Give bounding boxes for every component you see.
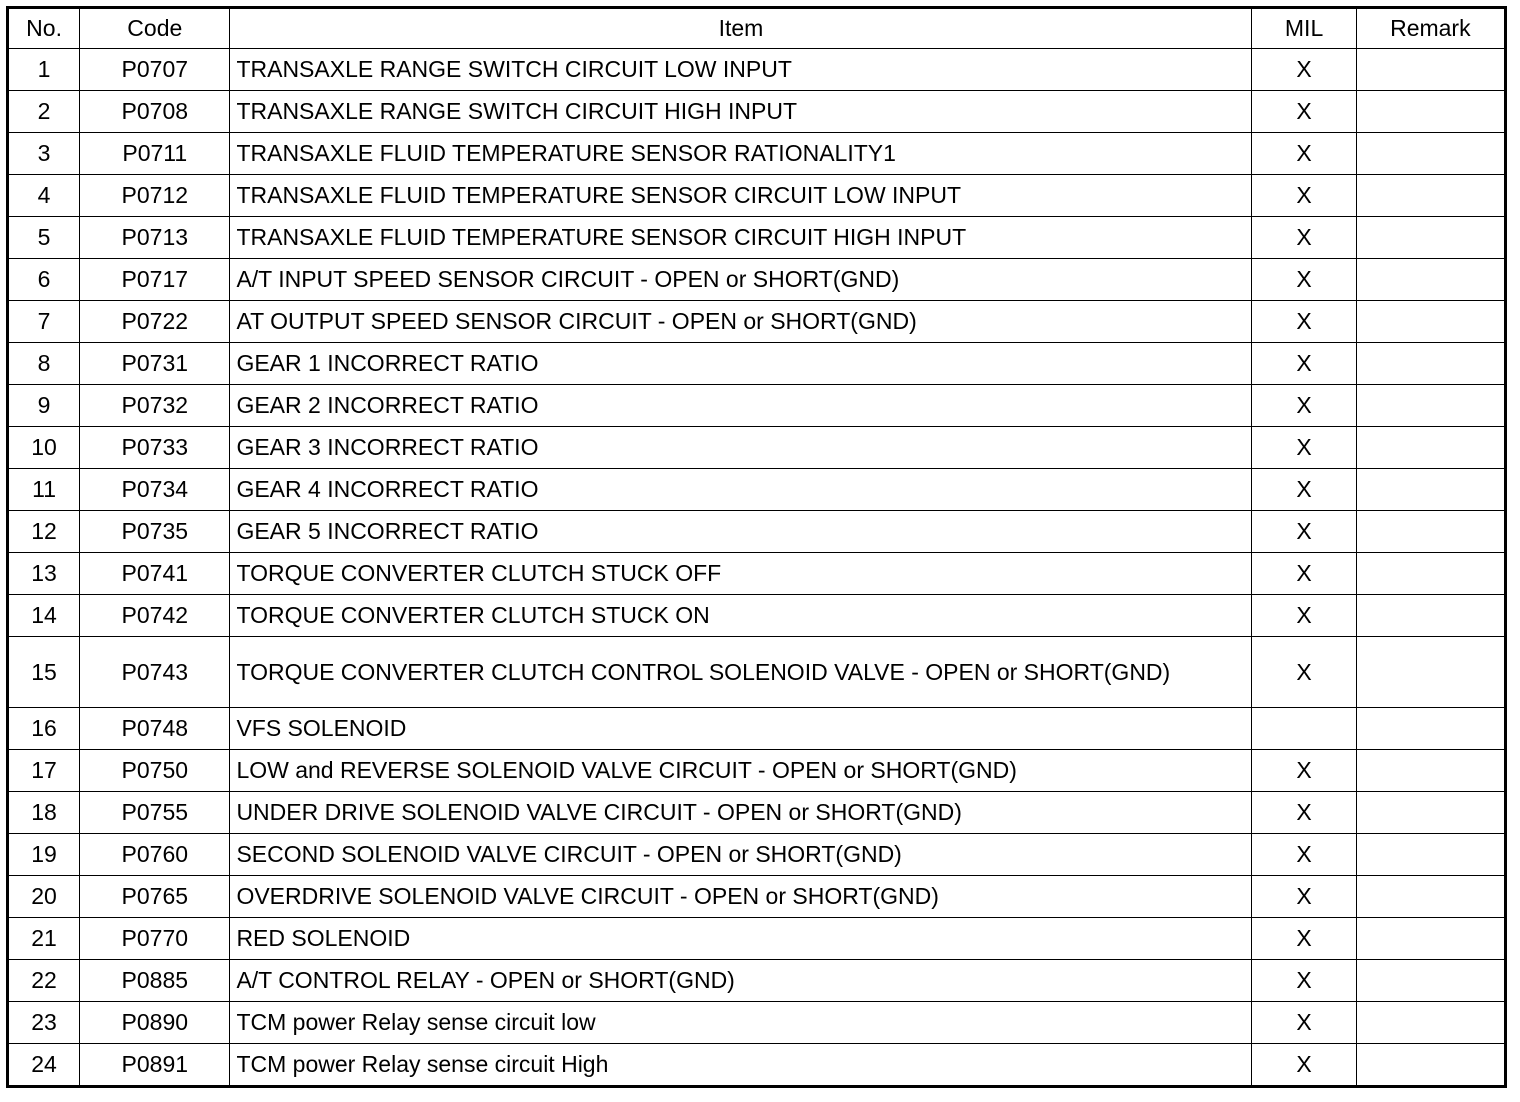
table-row <box>8 918 1506 960</box>
cell-no: 11 <box>8 469 80 511</box>
cell-no: 23 <box>8 1002 80 1044</box>
cell-item: TORQUE CONVERTER CLUTCH STUCK ON <box>230 595 1252 637</box>
cell-remark <box>1356 511 1505 553</box>
cell-mil: X <box>1252 595 1356 637</box>
cell-item: GEAR 4 INCORRECT RATIO <box>230 469 1252 511</box>
cell-remark <box>1356 637 1505 708</box>
cell-code: P0735 <box>80 511 230 553</box>
cell-no: 10 <box>8 427 80 469</box>
table-row <box>8 175 1506 217</box>
cell-mil: X <box>1252 1002 1356 1044</box>
cell-code: P0885 <box>80 960 230 1002</box>
cell-no: 4 <box>8 175 80 217</box>
cell-mil: X <box>1252 175 1356 217</box>
cell-code: P0891 <box>80 1044 230 1087</box>
cell-no: 15 <box>8 637 80 708</box>
cell-remark <box>1356 750 1505 792</box>
cell-no: 20 <box>8 876 80 918</box>
cell-item: TRANSAXLE FLUID TEMPERATURE SENSOR CIRCUIT LOW INPUT <box>230 175 1252 217</box>
cell-no: 21 <box>8 918 80 960</box>
header-code: Code <box>80 8 230 49</box>
cell-code: P0748 <box>80 708 230 750</box>
cell-item: GEAR 2 INCORRECT RATIO <box>230 385 1252 427</box>
cell-no: 7 <box>8 301 80 343</box>
cell-item: A/T INPUT SPEED SENSOR CIRCUIT - OPEN or SHORT(GND) <box>230 259 1252 301</box>
cell-no: 5 <box>8 217 80 259</box>
table-row <box>8 834 1506 876</box>
cell-no: 17 <box>8 750 80 792</box>
table-body <box>8 49 1506 1087</box>
cell-no: 16 <box>8 708 80 750</box>
cell-remark <box>1356 708 1505 750</box>
cell-code: P0713 <box>80 217 230 259</box>
cell-code: P0765 <box>80 876 230 918</box>
cell-no: 6 <box>8 259 80 301</box>
table-row <box>8 1044 1506 1087</box>
cell-code: P0750 <box>80 750 230 792</box>
cell-code: P0711 <box>80 133 230 175</box>
cell-mil: X <box>1252 876 1356 918</box>
header-remark: Remark <box>1356 8 1505 49</box>
table-row <box>8 301 1506 343</box>
table-row <box>8 595 1506 637</box>
cell-item: LOW and REVERSE SOLENOID VALVE CIRCUIT - OPEN or SHORT(GND) <box>230 750 1252 792</box>
cell-item: AT OUTPUT SPEED SENSOR CIRCUIT - OPEN or SHORT(GND) <box>230 301 1252 343</box>
table-row <box>8 259 1506 301</box>
cell-mil: X <box>1252 918 1356 960</box>
cell-remark <box>1356 301 1505 343</box>
table-row <box>8 750 1506 792</box>
header-no: No. <box>8 8 80 49</box>
cell-code: P0708 <box>80 91 230 133</box>
cell-remark <box>1356 834 1505 876</box>
header-mil: MIL <box>1252 8 1356 49</box>
cell-no: 14 <box>8 595 80 637</box>
cell-item: VFS SOLENOID <box>230 708 1252 750</box>
header-item: Item <box>230 8 1252 49</box>
cell-mil: X <box>1252 217 1356 259</box>
cell-no: 1 <box>8 49 80 91</box>
cell-mil: X <box>1252 343 1356 385</box>
cell-code: P0742 <box>80 595 230 637</box>
cell-item: GEAR 5 INCORRECT RATIO <box>230 511 1252 553</box>
cell-no: 13 <box>8 553 80 595</box>
cell-remark <box>1356 427 1505 469</box>
cell-remark <box>1356 876 1505 918</box>
table-row <box>8 876 1506 918</box>
cell-item: UNDER DRIVE SOLENOID VALVE CIRCUIT - OPEN or SHORT(GND) <box>230 792 1252 834</box>
cell-remark <box>1356 91 1505 133</box>
cell-item: TORQUE CONVERTER CLUTCH CONTROL SOLENOID VALVE - OPEN or SHORT(GND) <box>230 637 1252 708</box>
cell-mil: X <box>1252 133 1356 175</box>
table-row <box>8 792 1506 834</box>
table-row <box>8 427 1506 469</box>
cell-remark <box>1356 918 1505 960</box>
table-row <box>8 133 1506 175</box>
cell-mil: X <box>1252 49 1356 91</box>
cell-remark <box>1356 1002 1505 1044</box>
cell-remark <box>1356 469 1505 511</box>
cell-no: 2 <box>8 91 80 133</box>
cell-code: P0717 <box>80 259 230 301</box>
cell-code: P0760 <box>80 834 230 876</box>
cell-no: 9 <box>8 385 80 427</box>
table-row <box>8 343 1506 385</box>
cell-mil: X <box>1252 553 1356 595</box>
cell-code: P0732 <box>80 385 230 427</box>
cell-remark <box>1356 1044 1505 1087</box>
cell-no: 3 <box>8 133 80 175</box>
cell-code: P0770 <box>80 918 230 960</box>
cell-code: P0731 <box>80 343 230 385</box>
cell-item: TRANSAXLE FLUID TEMPERATURE SENSOR CIRCUIT HIGH INPUT <box>230 217 1252 259</box>
cell-no: 24 <box>8 1044 80 1087</box>
table-row <box>8 708 1506 750</box>
table-row <box>8 469 1506 511</box>
cell-mil: X <box>1252 750 1356 792</box>
cell-item: TRANSAXLE RANGE SWITCH CIRCUIT HIGH INPUT <box>230 91 1252 133</box>
cell-code: P0712 <box>80 175 230 217</box>
cell-item: OVERDRIVE SOLENOID VALVE CIRCUIT - OPEN or SHORT(GND) <box>230 876 1252 918</box>
cell-remark <box>1356 259 1505 301</box>
cell-no: 8 <box>8 343 80 385</box>
table-row <box>8 91 1506 133</box>
cell-mil: X <box>1252 427 1356 469</box>
cell-remark <box>1356 217 1505 259</box>
cell-no: 18 <box>8 792 80 834</box>
cell-code: P0743 <box>80 637 230 708</box>
cell-remark <box>1356 175 1505 217</box>
cell-item: GEAR 3 INCORRECT RATIO <box>230 427 1252 469</box>
table-row <box>8 637 1506 708</box>
cell-remark <box>1356 385 1505 427</box>
cell-mil: X <box>1252 259 1356 301</box>
table-row <box>8 217 1506 259</box>
cell-no: 22 <box>8 960 80 1002</box>
table-row <box>8 553 1506 595</box>
cell-mil: X <box>1252 91 1356 133</box>
cell-remark <box>1356 343 1505 385</box>
cell-item: A/T CONTROL RELAY - OPEN or SHORT(GND) <box>230 960 1252 1002</box>
table-row <box>8 49 1506 91</box>
cell-remark <box>1356 133 1505 175</box>
cell-code: P0707 <box>80 49 230 91</box>
header-row <box>8 8 1506 49</box>
cell-no: 12 <box>8 511 80 553</box>
dtc-table <box>6 6 1507 1088</box>
cell-code: P0890 <box>80 1002 230 1044</box>
cell-mil: X <box>1252 834 1356 876</box>
cell-item: TCM power Relay sense circuit low <box>230 1002 1252 1044</box>
cell-no: 19 <box>8 834 80 876</box>
cell-item: TORQUE CONVERTER CLUTCH STUCK OFF <box>230 553 1252 595</box>
cell-item: TCM power Relay sense circuit High <box>230 1044 1252 1087</box>
cell-mil: X <box>1252 385 1356 427</box>
cell-remark <box>1356 49 1505 91</box>
cell-mil: X <box>1252 637 1356 708</box>
cell-remark <box>1356 595 1505 637</box>
table-row <box>8 1002 1506 1044</box>
cell-mil: X <box>1252 511 1356 553</box>
table-row <box>8 960 1506 1002</box>
cell-mil: X <box>1252 960 1356 1002</box>
cell-item: GEAR 1 INCORRECT RATIO <box>230 343 1252 385</box>
cell-remark <box>1356 553 1505 595</box>
table-row <box>8 511 1506 553</box>
cell-item: TRANSAXLE FLUID TEMPERATURE SENSOR RATIONALITY1 <box>230 133 1252 175</box>
cell-remark <box>1356 792 1505 834</box>
cell-item: RED SOLENOID <box>230 918 1252 960</box>
cell-mil <box>1252 708 1356 750</box>
cell-mil: X <box>1252 792 1356 834</box>
cell-code: P0755 <box>80 792 230 834</box>
cell-remark <box>1356 960 1505 1002</box>
cell-mil: X <box>1252 469 1356 511</box>
cell-code: P0734 <box>80 469 230 511</box>
cell-code: P0722 <box>80 301 230 343</box>
table-row <box>8 385 1506 427</box>
cell-mil: X <box>1252 301 1356 343</box>
cell-code: P0733 <box>80 427 230 469</box>
cell-item: TRANSAXLE RANGE SWITCH CIRCUIT LOW INPUT <box>230 49 1252 91</box>
cell-mil: X <box>1252 1044 1356 1087</box>
cell-code: P0741 <box>80 553 230 595</box>
cell-item: SECOND SOLENOID VALVE CIRCUIT - OPEN or SHORT(GND) <box>230 834 1252 876</box>
